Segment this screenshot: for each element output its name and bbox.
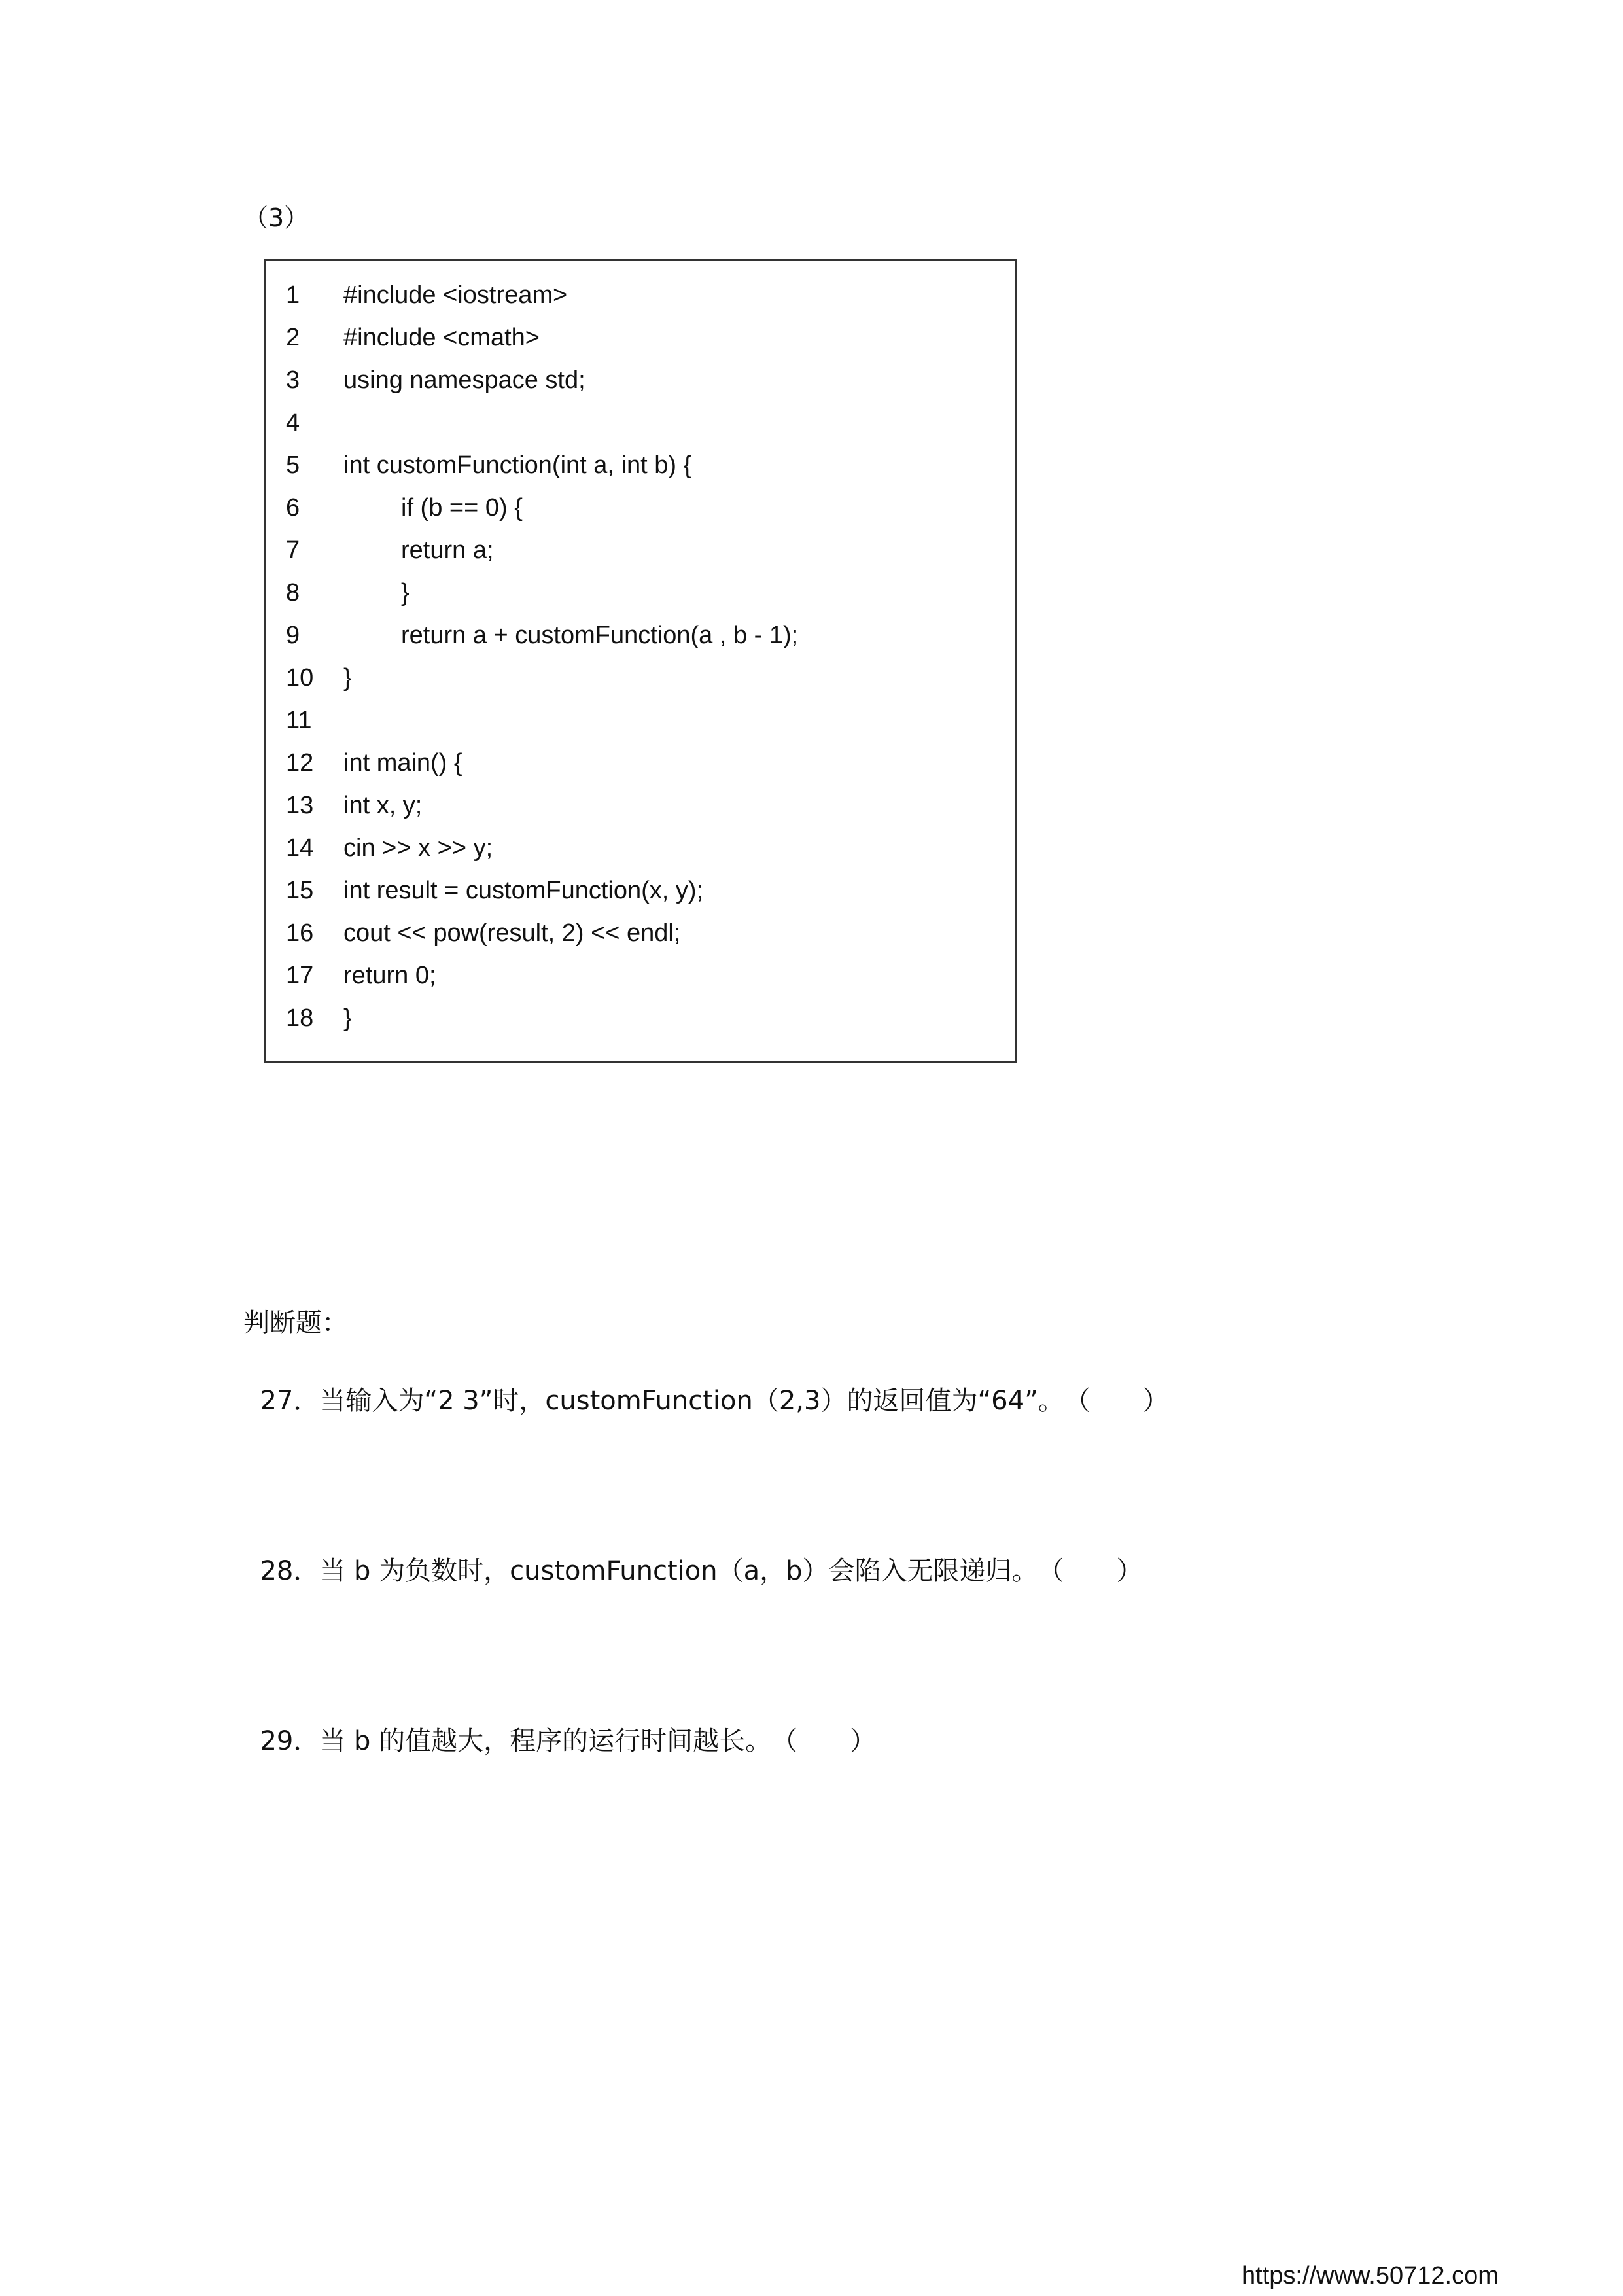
line-number: 4 [286, 409, 300, 436]
answer-blank: （ ） [771, 1726, 877, 1756]
code-text: } [343, 1004, 352, 1032]
line-number: 1 [286, 281, 300, 309]
code-text: int customFunction(int a, int b) { [343, 451, 692, 479]
line-number: 5 [286, 451, 300, 479]
code-text: } [343, 664, 352, 692]
questions-heading: 判断题： [243, 1308, 348, 1338]
code-text: int x, y; [343, 792, 423, 819]
question-text: 当 b 为负数时，customFunction（a，b）会陷入无限递归。 [319, 1556, 1038, 1586]
code-text: return a + customFunction(a , b - 1); [401, 622, 799, 649]
question-text: 当 b 的值越大，程序的运行时间越长。 [319, 1726, 772, 1756]
line-number: 7 [286, 537, 300, 564]
line-number: 17 [286, 962, 314, 989]
line-number: 2 [286, 324, 300, 351]
question-27 [243, 1352, 1169, 1417]
question-number: 29． [260, 1726, 320, 1756]
line-number: 9 [286, 622, 300, 649]
line-number: 12 [286, 749, 314, 777]
answer-blank: （ ） [1064, 1386, 1169, 1416]
code-text: int result = customFunction(x, y); [343, 877, 704, 904]
code-text: cout << pow(result, 2) << endl; [343, 919, 681, 947]
question-29 [243, 1692, 876, 1757]
line-number: 18 [286, 1004, 314, 1032]
code-text: if (b == 0) { [401, 494, 523, 521]
question-28 [243, 1522, 1143, 1587]
line-number: 6 [286, 494, 300, 521]
code-text: cin >> x >> y; [343, 834, 493, 862]
code-text: #include <iostream> [343, 281, 568, 309]
answer-blank: （ ） [1038, 1556, 1143, 1586]
code-text: } [401, 579, 410, 607]
code-text: using namespace std; [343, 366, 585, 394]
section-label: （3） [243, 203, 309, 232]
line-number: 8 [286, 579, 300, 607]
code-text: return 0; [343, 962, 436, 989]
footer-url[interactable]: https://www.50712.com [1242, 2262, 1499, 2289]
code-listing-box [264, 259, 1017, 1063]
code-text: int main() { [343, 749, 462, 777]
line-number: 16 [286, 919, 314, 947]
question-number: 28． [260, 1556, 320, 1586]
code-text: #include <cmath> [343, 324, 540, 351]
question-number: 27． [260, 1386, 320, 1416]
question-text: 当输入为“2 3”时，customFunction（2,3）的返回值为“64”。 [319, 1386, 1064, 1416]
line-number: 11 [286, 707, 312, 734]
line-number: 15 [286, 877, 314, 904]
line-number: 10 [286, 664, 314, 692]
line-number: 13 [286, 792, 314, 819]
line-number: 14 [286, 834, 314, 862]
code-text: return a; [401, 537, 494, 564]
line-number: 3 [286, 366, 300, 394]
